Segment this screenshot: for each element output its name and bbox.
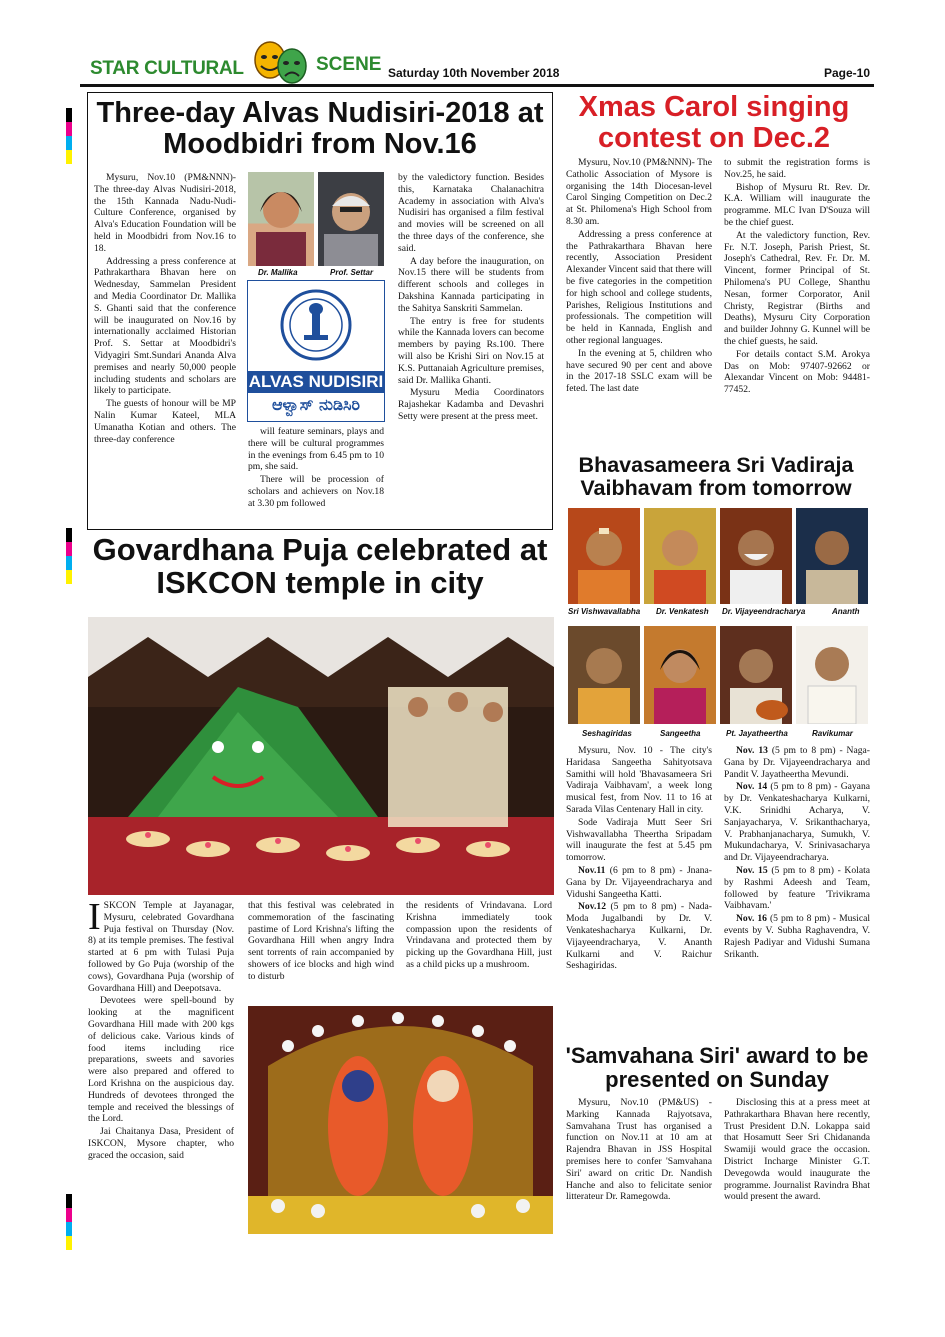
xmas-col1-p1: Mysuru, Nov.10 (PM&NNN)- The Catholic Association of Mysore is organising the 14th Diocesan-level Carol Singing Competition on Dec.2 at St. Philomena's High School from 8.30 am. xyxy=(566,157,712,227)
xmas-column-1 xyxy=(566,157,712,395)
xmas-col2-p2: Bishop of Mysuru Rt. Rev. Dr. K.A. William will inaugurate the programme. MLC Ivan D'Souza will be the chief guest. xyxy=(724,181,870,228)
schedule-text: (5 pm to 8 pm) - Musical events by V. Subha Raghavendra, V. Rajesh Padiyar and Vidushi Sumana Srikanth. xyxy=(724,913,870,960)
samvahana-col2-p1: Disclosing this at a press meet at Pathrakarthara Bhavan here recently, Trust President D.N. Lokappa said that Hosamutt Seer Sri Chidananda Swamiji would grace the occasion. District Incharge Minister G.T. Devegowda would inaugurate the programme. Journalist Ravindra Bhat would present the award. xyxy=(724,1097,870,1203)
caption-pt-jayatheertha: Pt. Jayatheertha xyxy=(726,729,788,738)
bhava-col2-item1 xyxy=(724,745,870,780)
samvahana-column-2 xyxy=(724,1097,870,1203)
bhava-column-2 xyxy=(724,745,870,960)
alvas-col3-p1: by the valedictory function. Besides this, Karnataka Chalanachitra Academy in association with Alva's Nudisiri has organised a film festival and movies will be screened on all the three days of the conference, she said. xyxy=(398,172,544,254)
photo-krishna-altar xyxy=(248,1006,553,1234)
caption-dr-mallika: Dr. Mallika xyxy=(258,268,298,277)
iskcon-col3-p1: the residents of Vrindavana. Lord Krishna immediately took compassion upon the residents of Vrindavana and protected them by picking up the Govardhana Hill, just as a child picks up a mushroom. xyxy=(406,900,552,970)
photo-ananth xyxy=(796,508,868,604)
iskcon-col1-p1-text: SKCON Temple at Jayanagar, Mysuru, celebrated Govardhana Puja festival on Thursday (Nov. 8) at its temple premises. The festival started at 6 pm with Tulasi Puja followed by Go Puja (worship of the cows), Govardhana Puja (worship of Govardhana Hill) and Deepotsava. xyxy=(88,900,234,994)
drop-cap: I xyxy=(88,896,101,938)
photo-prof-settar xyxy=(318,172,384,266)
alvas-col3-p2: A day before the inauguration, on Nov.15 there will be students from different schools and colleges in Dakshina Kannada participating in the Sahitya Sanskriti Sammelan. xyxy=(398,255,544,314)
xmas-col1-p2: Addressing a press conference at the Pathrakarthara Bhavan here recently, Association President Alexander Vincent said that there will be five categories in the competition for high school and college students, Parishes, Religious Institutions and professionals. The competition will be held in Kannada, English and other regional languages. xyxy=(566,228,712,346)
photo-dr-venkatesh xyxy=(644,508,716,604)
caption-prof-settar: Prof. Settar xyxy=(330,268,374,277)
xmas-col2-p1: to submit the registration forms is Nov.25, he said. xyxy=(724,157,870,180)
alvas-col1-p1: Mysuru, Nov.10 (PM&NNN)- The three-day Alvas Nudisiri-2018, the 15th Kannada Nadu-Nudi-Culture Conference, organised by Alva's Education Foundation will be held in Moodbidri from Nov.16 to 18. xyxy=(94,172,236,254)
issue-date: Saturday 10th November 2018 xyxy=(388,66,560,80)
iskcon-column-2 xyxy=(248,900,394,983)
photo-ravikumar xyxy=(796,626,868,724)
caption-dr-venkatesh: Dr. Venkatesh xyxy=(656,607,709,616)
registration-marks-bottom xyxy=(66,1194,72,1250)
alvas-col1-p3: The guests of honour will be MP Nalin Kumar Kateel, MLA Umanatha Kotian and others. The three-day conference xyxy=(94,398,236,445)
schedule-date: Nov.12 xyxy=(578,901,606,913)
logo-label-en: ALVAS NUDISIRI xyxy=(248,372,384,391)
schedule-text: (5 pm to 8 pm) - Naga-Gana by Dr. Vijayeendracharya and Pandit V. Jayatheertha Mevundi. xyxy=(724,745,870,780)
alvas-headline: Three-day Alvas Nudisiri-2018 at Moodbidri from Nov.16 xyxy=(96,97,544,161)
alvas-column-1 xyxy=(94,172,236,445)
samvahana-column-1 xyxy=(566,1097,712,1203)
photo-pt-jayatheertha xyxy=(720,626,792,724)
iskcon-column-3 xyxy=(406,900,552,971)
caption-sri-vishwavallabha: Sri Vishwavallabha xyxy=(568,607,641,616)
caption-sangeetha: Sangeetha xyxy=(660,729,701,738)
page-number: Page-10 xyxy=(824,66,871,80)
samvahana-col1-p1: Mysuru, Nov.10 (PM&US) - Marking Kannada Rajyotsava, Samvahana Trust has organised a function on Nov.11 at 10 am at Rajendra Bhavan in JSS Hospital premises here to confer 'Samvahana Siri' award on critic Dr. Nandish Hanche and also to felicitate senior litterateur Dr. Ramegowda. xyxy=(566,1097,712,1203)
schedule-date: Nov. 14 xyxy=(736,781,768,793)
bhava-column-1 xyxy=(566,745,712,972)
caption-dr-vijayeendracharya: Dr. Vijayeendracharya xyxy=(722,607,806,616)
iskcon-col2-p1: that this festival was celebrated in commemoration of the fascinating pastime of Lord Krishna's lifting the Govardhana Hill when angry Indra sent torrents of rain accompanied by showers of ice blocks and high wind to disturb xyxy=(248,900,394,982)
masks-logo-icon xyxy=(248,40,312,86)
photo-seshagiridas xyxy=(568,626,640,724)
alvas-col1-p2: Addressing a press conference at Pathrakarthara Bhavan here on Wednesday, Sammelan President and Media Coordinator Dr. Mallika S. Ghanti said that the conference will be inaugurated on Nov.16 by internationally acclaimed Historian Prof. S. Settar at Moodbidri's Vidyagiri Smt.Sundari Ananda Alva premises and nearly 50,000 people including students and scholars are likely to participate. xyxy=(94,255,236,397)
xmas-col1-p3: In the evening at 5, children who have secured 90 per cent and above in the 2017-18 SSLC exam will be feted. The last date xyxy=(566,347,712,395)
schedule-text: (5 pm to 8 pm) - Gayana by Dr. Venkateshacharya Kulkarni, V.K. Srinidhi Acharya, V. Sanjayacharya, V. Srikanthacharya, V. Prabhanjanacharya, Sumukh, V. Mukundacharya, V. Srinivasacharya and Dr. Vijayeendracharya. xyxy=(724,781,870,864)
logo-emblem-icon xyxy=(278,287,354,363)
bhava-col1-p1: Mysuru, Nov. 10 - The city's Haridasa Sangeetha Sahityotsava Samithi will hold 'Bhavasameera Sri Vadiraja Vaibhavam', a week long musical fest, from Nov. 11 to 16 at Sarada Vilas Centenary Hall in city. xyxy=(566,745,712,815)
iskcon-col1-p3: Jai Chaitanya Dasa, President of ISKCON, Mysore chapter, who graced the occasion, said xyxy=(88,1126,234,1161)
bhava-col1-item2 xyxy=(566,901,712,972)
photo-sri-vishwavallabha xyxy=(568,508,640,604)
photo-dr-vijayeendracharya xyxy=(720,508,792,604)
samvahana-headline: 'Samvahana Siri' award to be presented on Sunday xyxy=(565,1043,869,1092)
alvas-col3-p3: The entry is free for students while the Kannada lovers can become members by paying Rs.100. There will also be Krishi Siri on Nov.15 at K.S. Puttanaiah Agriculture premises, said Dr. Mallika Ghanti. xyxy=(398,315,544,386)
photo-dr-mallika xyxy=(248,172,314,266)
caption-ravikumar: Ravikumar xyxy=(812,729,853,738)
masthead xyxy=(80,46,874,88)
alvas-column-2 xyxy=(248,426,384,510)
photo-sangeetha xyxy=(644,626,716,724)
schedule-date: Nov. 13 xyxy=(736,745,768,756)
iskcon-col1-p1 xyxy=(88,896,234,994)
masthead-rule xyxy=(80,84,874,87)
iskcon-column-1 xyxy=(88,896,234,1162)
xmas-headline: Xmas Carol singing contest on Dec.2 xyxy=(578,91,850,155)
alvas-col3-p4: Mysuru Media Coordinators Rajashekar Kadamba and Devashri Setty were present at the press meet. xyxy=(398,387,544,422)
registration-marks-top xyxy=(66,108,72,164)
xmas-col2-p4: For details contact S.M. Arokya Das on Mob: 97407-92662 or Alexandar Vincent on Mob: 94481-77452. xyxy=(724,348,870,396)
bhava-headline: Bhavasameera Sri Vadiraja Vaibhavam from tomorrow xyxy=(578,453,854,501)
alvas-column-3 xyxy=(398,172,544,423)
schedule-text: (5 pm to 8 pm) - Nada-Moda Jugalbandi by Dr. V. Venkateshacharya Kulkarni, Dr. Vijayeendracharya, V. Ananth Kulkarni and V. Raichur Seshagiridas. xyxy=(566,901,712,972)
alvas-nudisiri-logo xyxy=(247,280,385,422)
schedule-date: Nov. 16 xyxy=(736,913,767,925)
bhava-col2-item4 xyxy=(724,913,870,960)
bhava-col2-item3 xyxy=(724,865,870,912)
schedule-date: Nov.11 xyxy=(578,864,606,876)
logo-label-kn: ಆಳ್ವಾಸ್ ನುಡಿಸಿರಿ xyxy=(271,395,361,414)
caption-seshagiridas: Seshagiridas xyxy=(582,729,632,738)
bhava-col2-item2 xyxy=(724,781,870,864)
caption-ananth: Ananth xyxy=(832,607,860,616)
xmas-col2-p3: At the valedictory function, Rev. Fr. N.T. Joseph, Parish Priest, St. Joseph's Cathedral, Rev. Fr. Dr. M. Vincent, former Principal of St. Philomena's PU College, Shanthu Nesan, former Corporator, Anil Christy, Registrar (Births and Deaths), Mysuru City Corporation and builder Johnny G. Kunnel will be the chief guests, he said. xyxy=(724,229,870,347)
photo-govardhana-hill-cake xyxy=(88,617,554,895)
schedule-date: Nov. 15 xyxy=(736,864,768,876)
schedule-text: (6 pm to 8 pm) - Jnana-Gana by Dr. Vijayeendracharya and Vidushi Sangeetha Katti. xyxy=(566,864,712,900)
alvas-col2-p2: There will be procession of scholars and achievers on Nov.18 at 3.30 pm followed xyxy=(248,474,384,509)
bhava-col1-item1 xyxy=(566,865,712,900)
masthead-right: SCENE xyxy=(316,54,382,75)
iskcon-col1-p2: Devotees were spell-bound by looking at the magnificent Govardhana Hill made with 200 kgs of delicious cake. Various kinds of food items including rice preparations, sweets and savories were also prepared and offered to Lord Krishna on the auspicious day. Hundreds of devotees thronged the temple and received the blessings of the Lord. xyxy=(88,995,234,1125)
xmas-column-2 xyxy=(724,157,870,396)
registration-marks-middle xyxy=(66,528,72,584)
bhava-col1-p2: Sode Vadiraja Mutt Seer Sri Vishwavallabha Theertha Sripadam will inaugurate the fest at 5.45 pm tomorrow. xyxy=(566,816,712,864)
masthead-left: STAR CULTURAL xyxy=(90,58,244,79)
schedule-text: (5 pm to 8 pm) - Kolata by Rashmi Adeesh and Team, followed by feature 'Trivikrama Vaibhavam.' xyxy=(724,864,870,912)
iskcon-headline: Govardhana Puja celebrated at ISKCON temple in city xyxy=(92,532,548,601)
alvas-col2-p1: will feature seminars, plays and there will be cultural programmes in the evenings from 6.45 pm to 10 pm, she said. xyxy=(248,426,384,473)
